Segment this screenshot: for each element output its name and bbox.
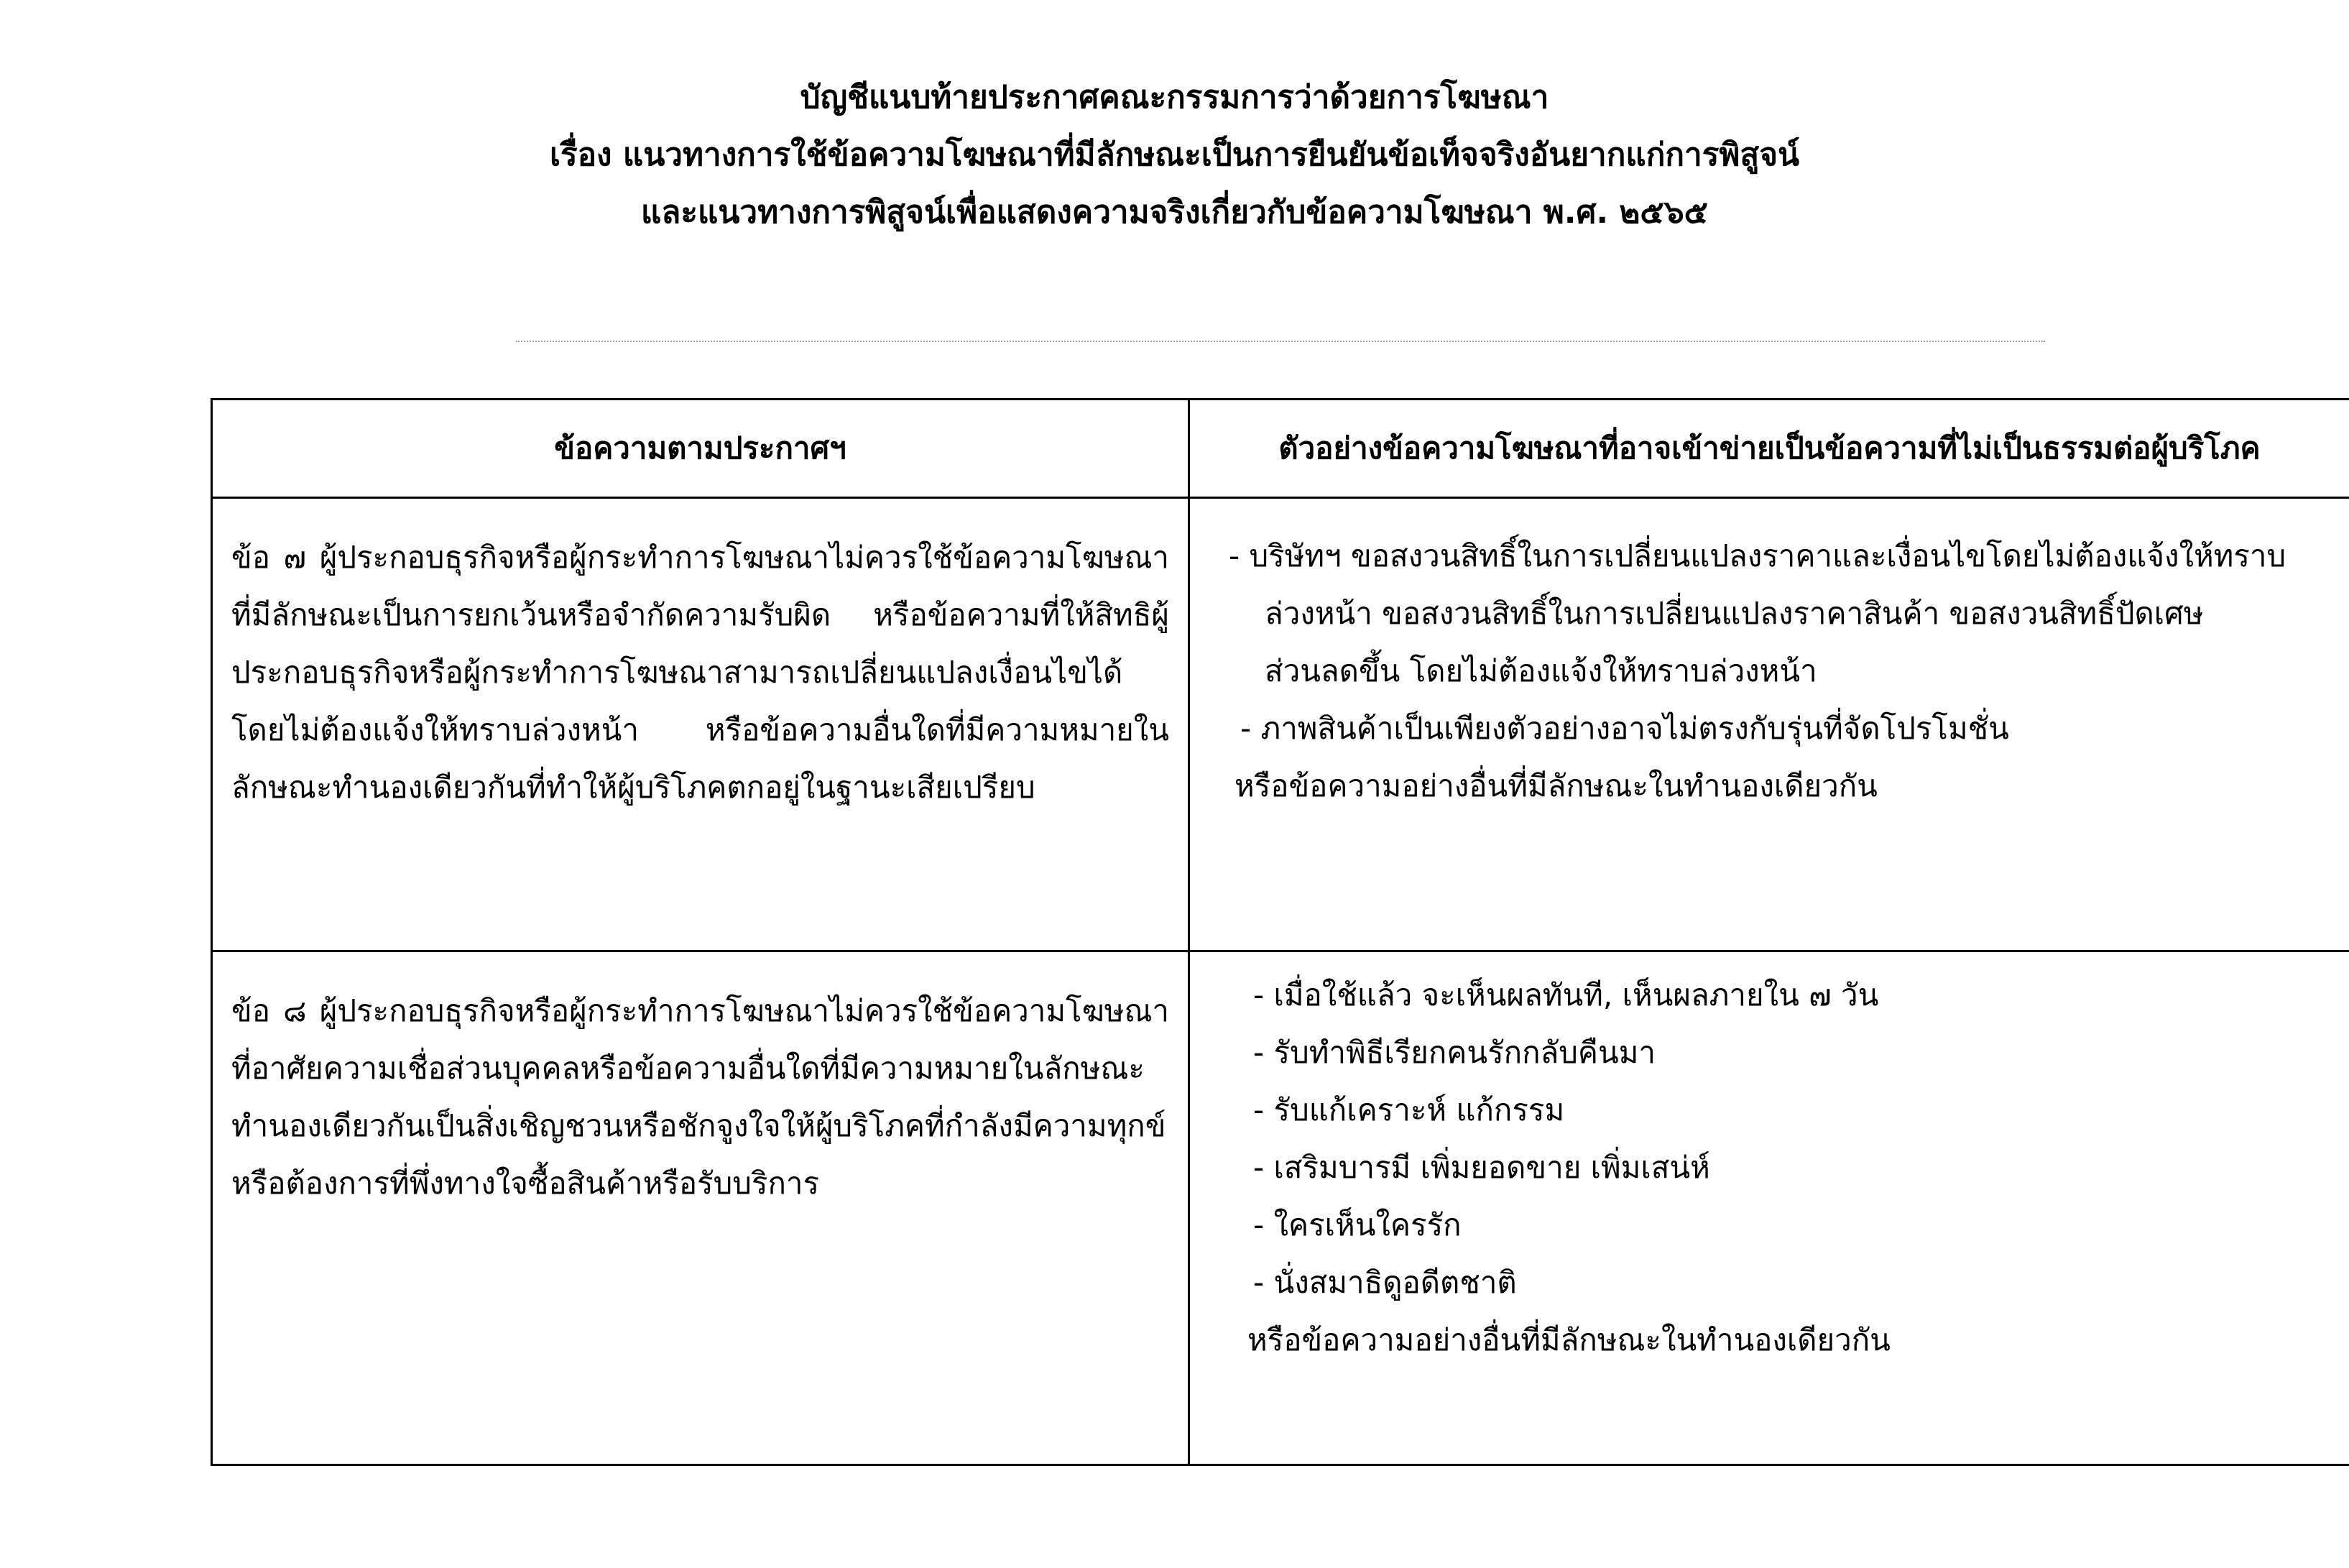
clause-8-text: ข้อ ๘ ผู้ประกอบธุรกิจหรือผู้กระทำการโฆษณาไม่ควรใช้ข้อความโฆษณาที่อาศัยความเชื่อส่วนบุคคลหรือข้อความอื่นใดที่มีความหมายในลักษณะทำนองเดียวกันเป็นสิ่งเชิญชวนหรือชักจูงใจให้ผู้บริโภคที่กำลังมีความทุกข์หรือต้องการที่พึ่งทางใจซื้อสินค้าหรือรับบริการ: [231, 993, 1169, 1201]
clause-7-cell: [212, 498, 1189, 951]
clause-8-cell: [212, 951, 1189, 1465]
guideline-table: [211, 398, 2349, 1466]
column-header-announcement-text: ข้อความตามประกาศฯ: [212, 400, 1189, 498]
examples-closing-text: หรือข้อความอย่างอื่นที่มีลักษณะในทำนองเดียวกัน: [1235, 768, 1878, 803]
example-item: - ใครเห็นใครรัก: [1253, 1207, 1462, 1242]
header-title-line-3: และแนวทางการพิสูจน์เพื่อแสดงความจริงเกี่ยวกับข้อความโฆษณา พ.ศ. ๒๕๖๕: [641, 194, 1708, 231]
example-item-continuation: ส่วนลดขึ้น โดยไม่ต้องแจ้งให้ทราบล่วงหน้า: [1265, 653, 1817, 688]
clause-8-examples-cell: [1189, 951, 2349, 1465]
table-row: [212, 498, 2349, 951]
header-title-line-2: เรื่อง แนวทางการใช้ข้อความโฆษณาที่มีลักษณะเป็นการยืนยันข้อเท็จจริงอันยากแก่การพิสูจน์: [549, 137, 1800, 173]
clause-7-examples-cell: [1189, 498, 2349, 951]
column-header-example-ads: ตัวอย่างข้อความโฆษณาที่อาจเข้าข่ายเป็นข้อความที่ไม่เป็นธรรมต่อผู้บริโภค: [1189, 400, 2349, 498]
table-row: [212, 951, 2349, 1465]
example-item: - เสริมบารมี เพิ่มยอดขาย เพิ่มเสน่ห์: [1253, 1150, 1710, 1185]
example-item: - นั่งสมาธิดูอดีตชาติ: [1253, 1265, 1517, 1300]
document-header: [0, 69, 2349, 241]
example-item: - รับแก้เคราะห์ แก้กรรม: [1253, 1092, 1565, 1127]
example-item: - เมื่อใช้แล้ว จะเห็นผลทันที, เห็นผลภายใน ๗ วัน: [1253, 977, 1879, 1013]
table-header-row: [212, 400, 2349, 498]
dotted-divider: [516, 341, 2045, 342]
clause-7-text: ข้อ ๗ ผู้ประกอบธุรกิจหรือผู้กระทำการโฆษณาไม่ควรใช้ข้อความโฆษณาที่มีลักษณะเป็นการยกเว้นหรือจำกัดความรับผิด หรือข้อความที่ให้สิทธิผู้ประกอบธุรกิจหรือผู้กระทำการโฆษณาสามารถเปลี่ยนแปลงเงื่อนไขได้โดยไม่ต้องแจ้งให้ทราบล่วงหน้า หรือข้อความอื่นใดที่มีความหมายในลักษณะทำนองเดียวกันที่ทำให้ผู้บริโภคตกอยู่ในฐานะเสียเปรียบ: [231, 540, 1169, 805]
example-item-continuation: ล่วงหน้า ขอสงวนสิทธิ์ในการเปลี่ยนแปลงราคาสินค้า ขอสงวนสิทธิ์ปัดเศษ: [1265, 596, 2204, 631]
example-item: - ภาพสินค้าเป็นเพียงตัวอย่างอาจไม่ตรงกับรุ่นที่จัดโปรโมชั่น: [1240, 711, 2009, 746]
example-item: - บริษัทฯ ขอสงวนสิทธิ์ในการเปลี่ยนแปลงราคาและเงื่อนไขโดยไม่ต้องแจ้งให้ทราบ: [1229, 538, 2286, 573]
header-title-line-1: บัญชีแนบท้ายประกาศคณะกรรมการว่าด้วยการโฆษณา: [800, 79, 1549, 116]
examples-closing-text: หรือข้อความอย่างอื่นที่มีลักษณะในทำนองเดียวกัน: [1247, 1322, 1891, 1357]
example-item: - รับทำพิธีเรียกคนรักกลับคืนมา: [1253, 1035, 1656, 1070]
